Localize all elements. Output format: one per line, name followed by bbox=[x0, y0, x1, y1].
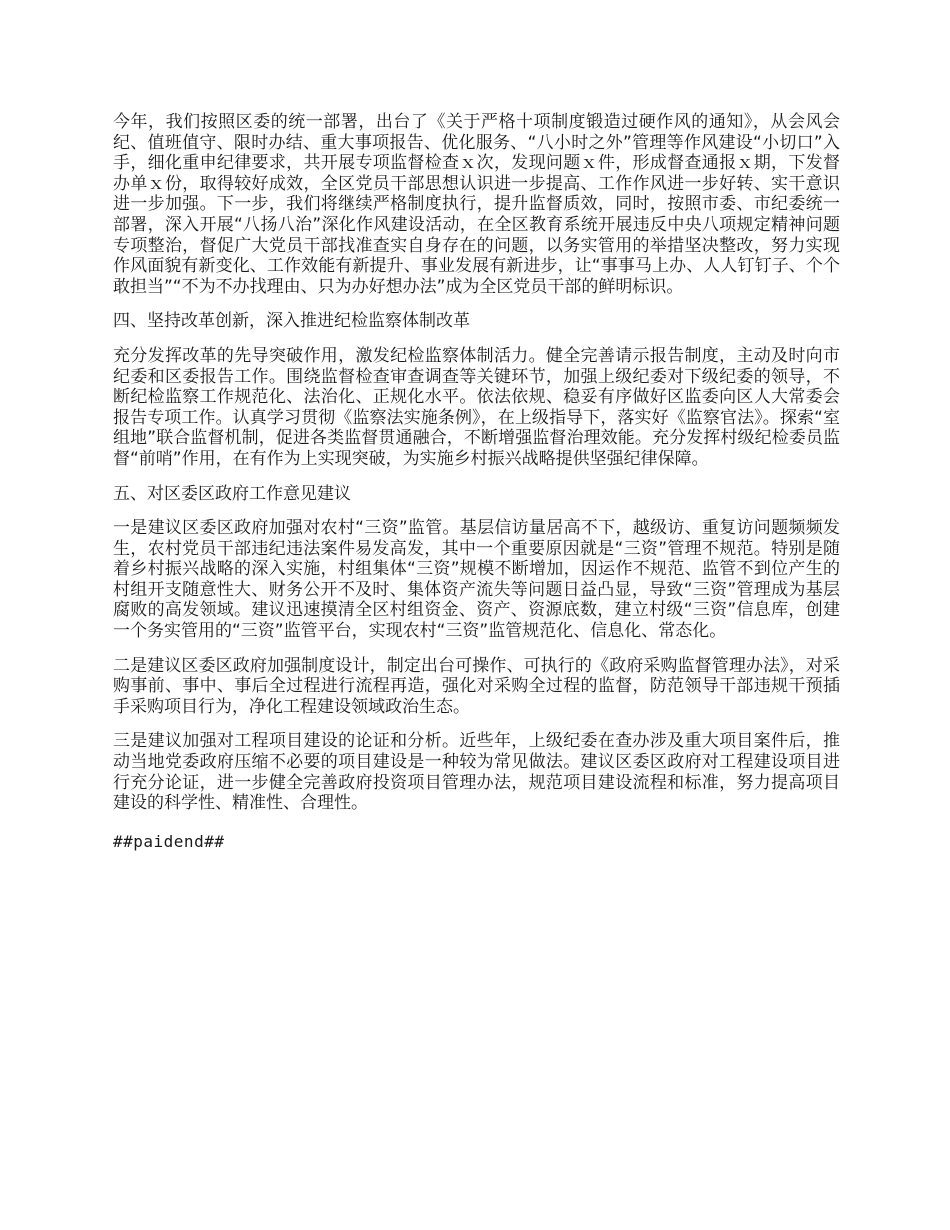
paragraph-work-style: 今年，我们按照区委的统一部署，出台了《关于严格十项制度锻造过硬作风的通知》，从会风会纪、值班值守、限时办结、重大事项报告、优化服务、“八小时之外”管理等作风建设“小切口”入手，细化重申纪律要求，共开展专项监督检查ｘ次，发现问题ｘ件，形成督查通报ｘ期，下发督办单ｘ份，取得较好成效，全区党员干部思想认识进一步提高、工作作风进一步好转、实干意识进一步加强。下一步，我们将继续严格制度执行，提升监督质效，同时，按照市委、市纪委统一部署，深入开展“八扬八治”深化作风建设活动，在全区教育系统开展违反中央八项规定精神问题专项整治，督促广大党员干部找准查实自身存在的问题，以务实管用的举措坚决整改，努力实现作风面貌有新变化、工作效能有新提升、事业发展有新进步，让“事事马上办、人人钉钉子、个个敢担当”“不为不办找理由、只为办好想办法”成为全区党员干部的鲜明标识。 bbox=[113, 112, 840, 297]
paragraph-reform: 充分发挥改革的先导突破作用，激发纪检监察体制活力。健全完善请示报告制度，主动及时向市纪委和区委报告工作。围绕监督检查审查调查等关键环节，加强上级纪委对下级纪委的领导，不断纪检监察工作规范化、法治化、正规化水平。依法依规、稳妥有序做好区监委向区人大常委会报告专项工作。认真学习贯彻《监察法实施条例》，在上级指导下，落实好《监察官法》。探索“室组地”联合监督机制，促进各类监督贯通融合，不断增强监督治理效能。充分发挥村级纪检委员监督“前哨”作用，在有作为上实现突破，为实施乡村振兴战略提供坚强纪律保障。 bbox=[113, 345, 840, 469]
section-heading-suggestions: 五、对区委区政府工作意见建议 bbox=[113, 483, 351, 504]
paragraph-suggestion-two: 二是建议区委区政府加强制度设计，制定出台可操作、可执行的《政府采购监督管理办法》，对采购事前、事中、事后全过程进行流程再造，强化对采购全过程的监督，防范领导干部违规干预插手采购项目行为，净化工程建设领域政治生态。 bbox=[113, 655, 840, 717]
paragraph-suggestion-one: 一是建议区委区政府加强对农村“三资”监管。基层信访量居高不下，越级访、重复访问题频频发生，农村党员干部违纪违法案件易发高发，其中一个重要原因就是“三资”管理不规范。特别是随着乡村振兴战略的深入实施，村组集体“三资”规模不断增加，因运作不规范、监管不到位产生的村组开支随意性大、财务公开不及时、集体资产流失等问题日益凸显，导致“三资”管理成为基层腐败的高发领域。建议迅速摸清全区村组资金、资产、资源底数，建立村级“三资”信息库，创建一个务实管用的“三资”监管平台，实现农村“三资”监管规范化、信息化、常态化。 bbox=[113, 518, 840, 642]
end-marker: ##paidend## bbox=[113, 831, 225, 851]
document-page bbox=[113, 112, 840, 852]
section-heading-reform: 四、坚持改革创新，深入推进纪检监察体制改革 bbox=[113, 311, 470, 332]
paragraph-suggestion-three: 三是建议加强对工程项目建设的论证和分析。近些年，上级纪委在查办涉及重大项目案件后，推动当地党委政府压缩不必要的项目建设是一种较为常见做法。建议区委区政府对工程建设项目进行充分论证，进一步健全完善政府投资项目管理办法，规范项目建设流程和标准，努力提高项目建设的科学性、精准性、合理性。 bbox=[113, 731, 840, 814]
